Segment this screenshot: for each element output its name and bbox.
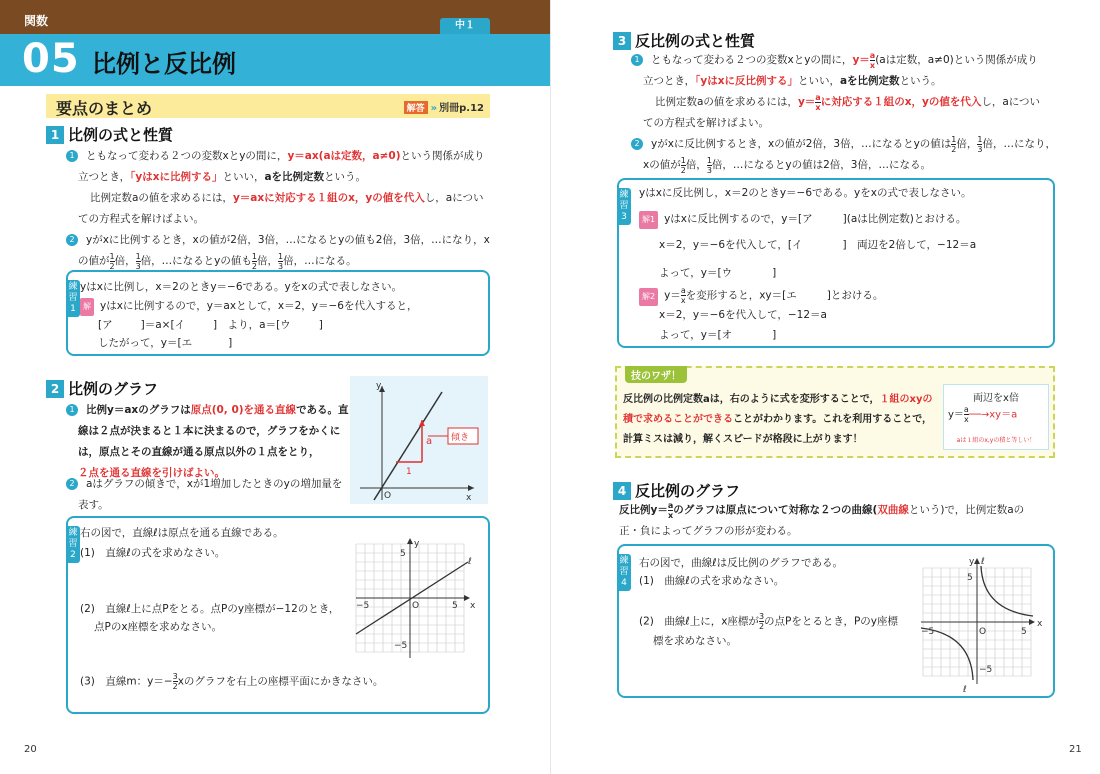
tips-text: 反比例の比例定数aは，右のように式を変形することで，１組のxyの 積で求めることができることがわかります。これを利用することで， 計算ミスは減り，解くスピードが格段に上がります！ [623, 394, 933, 445]
practice-2-question: 右の図で，直線ℓは原点を通る直線である。 [80, 527, 284, 539]
practice-1-question: yはxに比例し，x＝2のときy＝−6である。yをxの式で表しなさい。 [80, 281, 402, 293]
practice-3-question: yはxに反比例し，x＝2のときy＝−6である。yをxの式で表しなさい。 [639, 187, 972, 199]
practice-4-box [617, 544, 1055, 698]
practice-2-q2b[interactable]: 点Pのx座標を求めなさい。 [94, 621, 223, 633]
answer-ref-link: 別冊p.12 [439, 103, 484, 114]
grid-y-label: y [969, 557, 975, 567]
practice-3-sol1-line-3[interactable]: よって，y＝[ウ ] [659, 267, 777, 279]
item-number-icon: 1 [66, 404, 78, 416]
practice-3-box [617, 178, 1055, 348]
practice-3-sol1-line-2[interactable]: x＝2，y＝−6を代入して，[イ ] 両辺を2倍して，−12＝a [659, 239, 977, 251]
section-1-title: 比例の式と性質 [68, 126, 174, 144]
section-3-number: 3 [613, 32, 631, 50]
section-2-item-2: 2 aはグラフの傾きで，xが1増加したときのyの増加量を 表す。 [66, 474, 352, 516]
practice-4-q1[interactable]: (1) 曲線ℓの式を求めなさい。 [639, 575, 785, 587]
tips-eq-head: 両辺をx倍 [973, 393, 1019, 404]
double-chevron-icon: » [430, 103, 438, 114]
item-number-icon: 2 [631, 138, 643, 150]
practice-2-q3[interactable]: (3) 直線m：y＝− $\frac{3}{2}$ xのグラフを右上の座標平面にかきなさい。 [80, 672, 384, 691]
section-3-title: 反比例の式と性質 [635, 32, 756, 50]
item-number-icon: 1 [66, 150, 78, 162]
practice-2-grid [352, 536, 476, 660]
solution-tag: 解 [80, 298, 94, 316]
graph-slope-label: 傾き [451, 433, 470, 443]
slope-graph [350, 376, 488, 504]
slope-graph-panel [350, 376, 488, 504]
tips-equation-panel [943, 384, 1049, 450]
item-number-icon: 2 [66, 234, 78, 246]
tips-eq-note: aは１組のx,yの積と等しい！ [956, 437, 1036, 444]
practice-1-box [66, 270, 490, 356]
grid-x-label: x [470, 601, 476, 611]
grid-curve-label-top: ℓ [981, 557, 985, 567]
arrow-right-icon: ──→ [968, 409, 990, 421]
graph-one-label: 1 [406, 467, 412, 477]
section-4-text: 反比例y＝ $\frac{a}{x}$ のグラフは原点について対称な２つの曲線(双曲線という)で，比例定数aの 正・負によってグラフの形が変わる。 [619, 500, 1025, 537]
section-2-title: 比例のグラフ [68, 380, 159, 398]
practice-4-question: 右の図で，曲線ℓは反比例のグラフである。 [639, 557, 843, 569]
practice-4-tag: 練習4 [617, 554, 631, 591]
grid-tick-ym5: −5 [979, 665, 993, 675]
section-2-number: 2 [46, 380, 64, 398]
chapter-bar [0, 34, 550, 86]
section-4-title: 反比例のグラフ [635, 482, 741, 500]
practice-4-grid [917, 554, 1047, 694]
tips-eq-row: y＝ $\frac{a}{x}$ ──→xy＝a [948, 405, 1018, 424]
solution-1-tag: 解1 [639, 211, 658, 229]
practice-3-sol2-line-2: x＝2，y＝−6を代入して，−12＝a [659, 309, 827, 321]
practice-2-box [66, 516, 490, 714]
graph-origin-label: O [384, 491, 392, 501]
grid-tick-y5: 5 [400, 549, 406, 559]
section-3-item-1: 1 ともなって変わる２つの変数xとyの間に，y＝ $\frac{a}{x}$ (aは定数，a≠0)という関係が成り 立つとき，「yはxに反比例する」といい，aを比例定数という。 比例定数aの値を求めるには，y＝ $\frac{a}{x}$ に対応する１組のx，yの値を代入し，aについ ての方程式を解けばよい。 [631, 50, 1061, 134]
answer-tag: 解答 [404, 101, 428, 114]
practice-4-q2a[interactable]: (2) 曲線ℓ上に，x座標が $\frac{3}{2}$ の点Pをとるとき，Pのy座標 [639, 612, 898, 631]
grid-tick-xm5: −5 [921, 627, 935, 637]
section-1-item-2: 2 yがxに比例するとき，xの値が2倍，3倍，…になるとyの値も2倍，3倍，…になり，x の値が $\frac{1}{2}$ 倍， $\frac{1}{3}$ 倍，…になるとyの値も $\frac{1}{2}$ 倍， $\frac{1}{3}$ 倍，…になる。 [66, 230, 496, 272]
section-4-heading [613, 480, 740, 501]
grid-tick-y5: 5 [967, 573, 973, 583]
chapter-title: 比例と反比例 [92, 50, 236, 78]
practice-3-tag: 練習3 [617, 188, 631, 225]
header-label: 関数 [24, 14, 49, 28]
grid-origin: O [412, 601, 420, 611]
grid-tick-x5: 5 [452, 601, 458, 611]
page-number-right: 21 [1069, 744, 1082, 755]
item-number-icon: 2 [66, 478, 78, 490]
graph-a-label: a [426, 436, 433, 447]
right-page [550, 0, 1100, 774]
practice-3-sol2-line-3[interactable]: よって，y＝[オ ] [659, 329, 777, 341]
summary-title: 要点のまとめ [56, 99, 153, 118]
section-3-item-2: 2 yがxに反比例するとき，xの値が2倍，3倍，…になるとyの値は $\frac{1}{2}$ 倍， $\frac{1}{3}$ 倍，…になり， xの値が $\frac{1}{2}$ 倍， $\frac{1}{3}$ 倍，…になるとyの値は2倍，3倍，…になる。 [631, 134, 1061, 176]
practice-1-tag: 練習1 [66, 280, 80, 317]
practice-3-sol1-line-1[interactable]: 解1 yはxに反比例するので，y＝[ア ](aは比例定数)とおける。 [639, 210, 966, 229]
section-1-item-1: 1 ともなって変わる２つの変数xとyの間に，y＝ax(aは定数，a≠0)という関係が成り 立つとき，「yはxに比例する」といい，aを比例定数という。 比例定数aの値を求めるには，y＝axに対応する１組のx，yの値を代入し，aについ ての方程式を解けばよい。 [66, 146, 496, 230]
grid-curve-label-bottom: ℓ [963, 685, 967, 694]
practice-2-tag: 練習2 [66, 526, 80, 563]
grid-x-label: x [1037, 619, 1043, 629]
grid-tick-ym5: −5 [394, 641, 408, 651]
practice-1-solution-line-1: 解 yはxに比例するので，y＝axとして，x＝2，y＝−6を代入すると， [80, 297, 417, 316]
practice-1-solution-line-3[interactable]: したがって，y＝[エ ] [98, 337, 233, 349]
solution-2-tag: 解2 [639, 288, 658, 306]
section-1-number: 1 [46, 126, 64, 144]
section-2-item-1: 1 比例y＝axのグラフは原点(0, 0)を通る直線である。直 線は２点が決まると１本に決まるので，グラフをかくに は，原点とその直線が通る原点以外の１点をとり， ２点を通る直線を引けばよい。 [66, 400, 352, 484]
grid-tick-x5: 5 [1021, 627, 1027, 637]
grid-tick-xm5: −5 [356, 601, 370, 611]
tips-heading: 技のワザ！ [625, 366, 687, 383]
grid-origin: O [979, 627, 987, 637]
grid-line-label: ℓ [468, 557, 472, 567]
practice-2-q1[interactable]: (1) 直線ℓの式を求めなさい。 [80, 547, 226, 559]
graph-y-label: y [376, 381, 382, 391]
practice-2-q2a[interactable]: (2) 直線ℓ上に点Pをとる。点Pのy座標が−12のとき， [80, 603, 340, 615]
grade-badge: 中１ [440, 18, 490, 34]
item-number-icon: 1 [631, 54, 643, 66]
grid-y-label: y [414, 539, 420, 549]
page-number-left: 20 [24, 744, 37, 755]
section-3-heading [613, 30, 755, 51]
section-1-heading [46, 124, 173, 145]
section-2-heading [46, 378, 158, 399]
answer-ref[interactable] [404, 99, 484, 114]
tips-box [615, 366, 1055, 458]
practice-3-sol2-line-1[interactable]: 解2 y＝ $\frac{a}{x}$ を変形すると，xy＝[エ ]とおける。 [639, 286, 883, 306]
graph-x-label: x [466, 493, 472, 503]
summary-bar [46, 94, 490, 118]
practice-4-q2c[interactable]: 標を求めなさい。 [653, 635, 737, 647]
section-4-number: 4 [613, 482, 631, 500]
practice-1-solution-line-2[interactable]: [ア ]＝a×[イ ] より，a＝[ウ ] [98, 319, 323, 331]
chapter-number: 05 [22, 36, 80, 82]
